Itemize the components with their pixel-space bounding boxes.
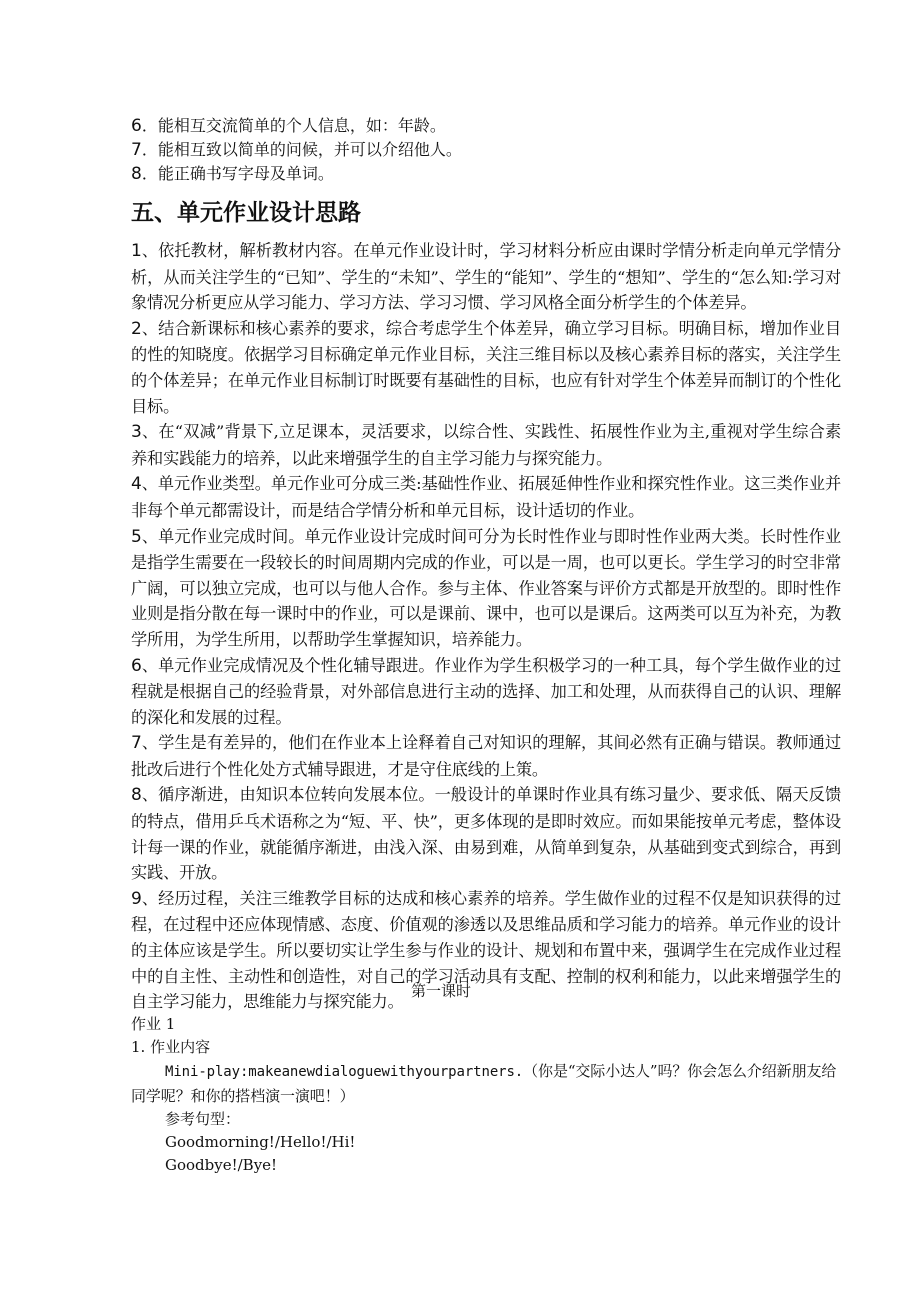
homework-title: 作业 1 [131,1015,176,1033]
design-paragraph: 9、经历过程，关注三维教学目标的达成和核心素养的培养。学生做作业的过程不仅是知识获得的过程，在过程中还应体现情感、态度、价值观的渗透以及思维品质和学习能力的培养。单元作业的设计的主体应该是学生。所以要切实让学生参与作业的设计、规划和布置中来，强调学生在完成作业过程中的自主性、主动性和创造性，对自己的学习活动具有支配、控制的权利和能力，以此来增强学生的自主学习能力，思维能力与探究能力。 [131,888,841,1012]
design-paragraph: 3、在“双减”背景下,立足课本，灵活要求，以综合性、实践性、拓展性作业为主,重视对学生综合素养和实践能力的培养，以此来增强学生的自主学习能力与探究能力。 [131,422,841,468]
design-paragraph: 2、结合新课标和核心素养的要求，综合考虑学生个体差异，确立学习目标。明确目标，增加作业目的性的知晓度。依据学习目标确定单元作业目标，关注三维目标以及核心素养目标的落实，关注学生的个体差异；在单元作业目标制订时既要有基础性的目标，也应有针对学生个体差异而制订的个性化目标。 [131,318,841,416]
design-paragraph: 8、循序渐进，由知识本位转向发展本位。一般设计的单课时作业具有练习量少、要求低、隔天反馈的特点，借用乒乓术语称之为“短、平、快”，更多体现的是即时效应。而如果能按单元考虑，整体设计每一课的作业，就能循序渐进，由浅入深、由易到难，从简单到复杂，从基础到变式到综合，再到实践、开放。 [131,785,841,883]
reference-sentence: Goodbye!/Bye! [165,1156,278,1174]
design-paragraph: 7、学生是有差异的，他们在作业本上诠释着自己对知识的理解，其间必然有正确与错误。教师通过批改后进行个性化处方式辅导跟进，才是守住底线的上策。 [131,733,841,779]
design-paragraph: 1、依托教材，解析教材内容。在单元作业设计时，学习材料分析应由课时学情分析走向单元学情分析，从而关注学生的“已知”、学生的“未知”、学生的“能知”、学生的“想知”、学生的“怎么知:学习对象情况分析更应从学习能力、学习方法、学习习惯、学习风格全面分析学生的个体差异。 [131,241,841,313]
objective-item: 8．能正确书写字母及单词。 [131,164,334,184]
section-title: 五、单元作业设计思路 [131,200,361,226]
reference-label: 参考句型： [165,1110,241,1128]
lesson-title: 第一课时 [410,982,471,1000]
objectives-list [131,114,843,186]
design-paragraph: 6、单元作业完成情况及个性化辅导跟进。作业作为学生积极学习的一种工具，每个学生做作业的过程就是根据自己的经验背景，对外部信息进行主动的选择、加工和处理，从而获得自己的认识、理解的深化和发展的过程。 [131,655,841,727]
homework-content-label: 1. 作业内容 [131,1038,211,1056]
design-paragraph: 4、单元作业类型。单元作业可分成三类:基础性作业、拓展延伸性作业和探究性作业。这三类作业并非每个单元都需设计，而是结合学情分析和单元目标，设计适切的作业。 [131,474,841,520]
design-paragraph: 5、单元作业完成时间。单元作业设计完成时间可分为长时性作业与即时性作业两大类。长时性作业是指学生需要在一段较长的时间周期内完成的作业，可以是一周，也可以更长。学生学习的时空非常广阔，可以独立完成，也可以与他人合作。参与主体、作业答案与评价方式都是开放型的。即时性作业则是指分散在每一课时中的作业，可以是课前、课中，也可以是课后。这两类可以互为补充，为教学所用，为学生所用，以帮助学生掌握知识，培养能力。 [131,526,841,649]
design-ideas [131,238,841,1015]
homework-section [131,1013,843,1177]
objective-item: 7．能相互致以简单的问候，并可以介绍他人。 [131,140,462,160]
reference-sentence: Goodmorning!/Hello!/Hi! [165,1133,356,1151]
objective-item: 6．能相互交流简单的个人信息，如：年龄。 [131,116,446,136]
homework-instruction: Mini-play:makeanewdialoguewithyourpartners.（你是“交际小达人”吗？你会怎么介绍新朋友给同学呢？和你的搭档演一演吧！） [131,1062,837,1105]
